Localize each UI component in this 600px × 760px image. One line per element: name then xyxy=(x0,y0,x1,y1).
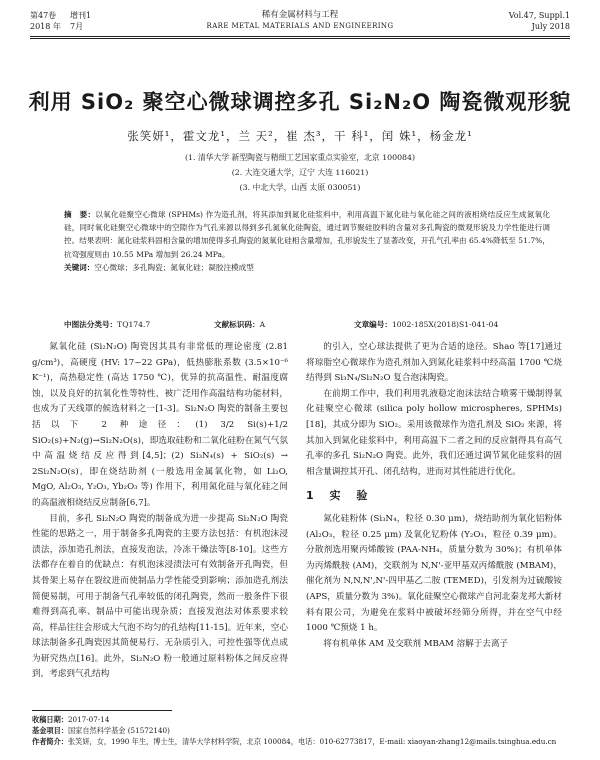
author-bio-label: 作者简介： xyxy=(32,737,68,746)
abstract-text: 以氧化硅聚空心微球 (SPHMs) 作为造孔剂，将其添加到氮化硅浆料中，利用高温下氮化硅与氧化硅之间的液相烧结反应生成氮氧化硅，同时氧化硅聚空心微球中的空隙作为气孔来源以得到多孔氮氧化硅陶瓷，通过调节聚硅胶料的含量对多孔陶瓷的微观形貌及力学性能进行调控。结果表明：氮化硅浆料固相含量的增加使得多孔陶瓷的氮氧化硅相含量增加，孔形貌发生了显著改变，开孔气孔率由 65.4%降低至 51.7%，抗弯强度则由 10.55 MPa 增加到 26.24 MPa。 xyxy=(64,210,550,259)
section-number: 1 xyxy=(306,489,320,503)
keywords xyxy=(64,261,550,274)
section-title: 实 验 xyxy=(329,489,374,503)
affiliation-2: (2. 大连交通大学，辽宁 大连 116021) xyxy=(231,168,369,177)
section-heading-experiment xyxy=(306,488,562,504)
author-list: 张笑妍¹，霍文龙¹，兰 天²，崔 杰³，干 科¹，闰 姝¹，杨金龙¹ xyxy=(127,129,473,143)
received-label: 收稿日期： xyxy=(32,715,68,724)
header-volume-en: Vol.47, Suppl.1 xyxy=(508,11,570,20)
clc-label: 中图法分类号： xyxy=(64,320,118,329)
footnote xyxy=(32,714,570,747)
author-bio-text: 张笑妍，女，1990 年生，博士生，清华大学材料学院，北京 100084，电话：010-62773817，E-mail: xiaoyan-zhang12@mails.tsinghua.edu.cn xyxy=(67,737,557,746)
experiment-paragraph-2: 将有机单体 AM 及交联剂 MBAM 溶解于去离子 xyxy=(323,638,509,649)
intro-paragraph-1: 氮氧化硅 (Si₂N₂O) 陶瓷因其具有非常低的理论密度 (2.81 g/cm³)，高硬度 (HV: 17~22 GPa)，低热膨胀系数 (3.5×10⁻⁶ K⁻¹)，高热稳定性 (高达 1750 ℃)，优异的抗高温性、耐温度腐蚀，以及良好的抗氧化性等特性，被广泛用作高温结构功能材料，也成为了天线罩的候选材料之一[1-3]。Si₂N₂O 陶瓷的制备主要包括以下 2 种途径：(1) 3/2 Si(s)+1/2 SiO₂(s)+N₂(g)→Si₂N₂O(s)，即选取硅粉和二氧化硅粉在氮气气氛中高温烧结反应得到[4,5]；(2) Si₃N₄(s) + SiO₂(s) → 2Si₂N₂O(s)，即在烧结助剂 (一般选用金属氧化物，如 Li₂O, MgO, Al₂O₃, Y₂O₃, Yb₂O₃ 等) 作用下，利用氮化硅与氧化硅之间的高温液相烧结反应制备[6,7]。 xyxy=(32,342,288,508)
paper-title: 利用 SiO₂ 聚空心微球调控多孔 Si₂N₂O 陶瓷微观形貌 xyxy=(28,90,572,114)
keywords-text: 空心微球；多孔陶瓷；氮氧化硅；凝胶注模成型 xyxy=(94,262,254,272)
header-right xyxy=(509,10,570,32)
header-date-en: July 2018 xyxy=(531,22,570,31)
intro-paragraph-2: 目前，多孔 Si₂N₂O 陶瓷的制备成为进一步提高 Si₂N₂O 陶瓷性能的思路之一，用于制备多孔陶瓷的主要方法包括：有机泡沫浸渍法，添加造孔剂法，直接发泡法，冷冻干燥法等[8-10]。这些方法都存在着自的优缺点：有机泡沫浸渍法可有效制备开孔陶瓷，但其骨架上易存在裂纹进而使制品力学性能受到影响；添加造孔剂法简便易制，可用于制备气孔率较低的闭孔陶瓷，然而一般条件下很难得到高孔率、制品中可能出现杂质；直接发泡法对体系要求较高，样品往往会形成大气泡不均匀的孔结构[11-15]。近年来，空心球法制备多孔陶瓷因其简便易行、无杂质引入，可控性强等优点成为研究热点[16]。此外，Si₂N₂O 粉一般通过原料粉体之间反应得到，考虑到气孔结构 xyxy=(32,513,288,680)
abstract-label: 摘 要： xyxy=(64,210,96,219)
fund-label: 基金项目： xyxy=(32,726,68,735)
affiliations xyxy=(0,150,600,195)
header-month: 7月 xyxy=(70,22,84,31)
journal-name-cn: 稀有金属材料与工程 xyxy=(261,10,339,20)
received-date: 2017-07-14 xyxy=(67,715,110,724)
header-center xyxy=(30,10,570,32)
affiliation-1: (1. 清华大学 新型陶瓷与精细工艺国家重点实验室，北京 100084) xyxy=(184,153,416,162)
header-year: 2018 年 xyxy=(30,22,61,31)
header-volume: 第47卷 xyxy=(30,11,57,20)
body-column-right xyxy=(306,340,562,652)
header-supplement: 增刊1 xyxy=(70,11,92,20)
abstract xyxy=(64,208,550,274)
header-rule-thin xyxy=(30,38,570,39)
footnote-rule xyxy=(32,710,172,711)
intro-paragraph-4: 在前期工作中，我们利用乳液稳定泡沫法结合喷雾干燥制得氧化硅聚空心微球 (silica poly hollow microspheres, SPHMs)[18]，其成分即为 SiO₂。采用该微球作为造孔剂及 SiO₂ 来源，将其加入到氮化硅浆料中，利用高温下二者之间的反应制得具有高气孔率的多孔 Si₂N₂O 陶瓷。此外，我们还通过调节氮化硅浆料的固相含量调控其开孔、闭孔结构，进而对其性能进行优化。 xyxy=(306,388,562,477)
intro-paragraph-3: 的引入，空心球法提供了更为合适的途径。Shao 等[17]通过将琼脂空心微球作为造孔剂加入到氮化硅浆料中经高温 1700 ℃烧结得到 Si₃N₄/Si₂N₂O 复合泡沫陶瓷。 xyxy=(306,342,562,384)
header-rule xyxy=(30,36,570,37)
keywords-label: 关键词： xyxy=(64,262,95,272)
article-no-label: 文章编号： xyxy=(354,320,392,329)
experiment-paragraph-1: 氮化硅粉体 (Si₃N₄，粒径 0.30 μm)，烧结助剂为氧化铝粉体 (Al₂O₃，粒径 0.25 μm) 及氧化钇粉体 (Y₂O₃，粒径 0.39 μm)。分散剂选用聚丙烯酸铵 (PAA-NH₄，质量分数为 30%)；有机单体为丙烯酰胺 (AM)，交联剂为 N,N'-亚甲基双丙烯酰胺 (MBAM)，催化剂为 N,N,N',N'-四甲基乙二胺 (TEMED)，引发剂为过硫酸铵 (APS，质量分数为 3%)。氧化硅聚空心微球产自河北秦龙邦大新材料有限公司，为避免在浆料中被破坏经筛分所得，并在空气中经 1000 ℃预烧 1 h。 xyxy=(306,513,562,634)
doc-code-label: 文献标识码： xyxy=(214,320,260,329)
clc-value: TQ174.7 xyxy=(117,320,151,329)
article-no-value: 1002-185X(2018)S1-041-04 xyxy=(391,320,499,329)
fund-text: 国家自然科学基金 (51572140) xyxy=(67,726,170,735)
journal-name-en: RARE METAL MATERIALS AND ENGINEERING xyxy=(206,22,394,30)
doc-code-value: A xyxy=(259,320,266,329)
body-column-left xyxy=(32,340,288,683)
affiliation-3: (3. 中北大学，山西 太原 030051) xyxy=(239,183,361,192)
